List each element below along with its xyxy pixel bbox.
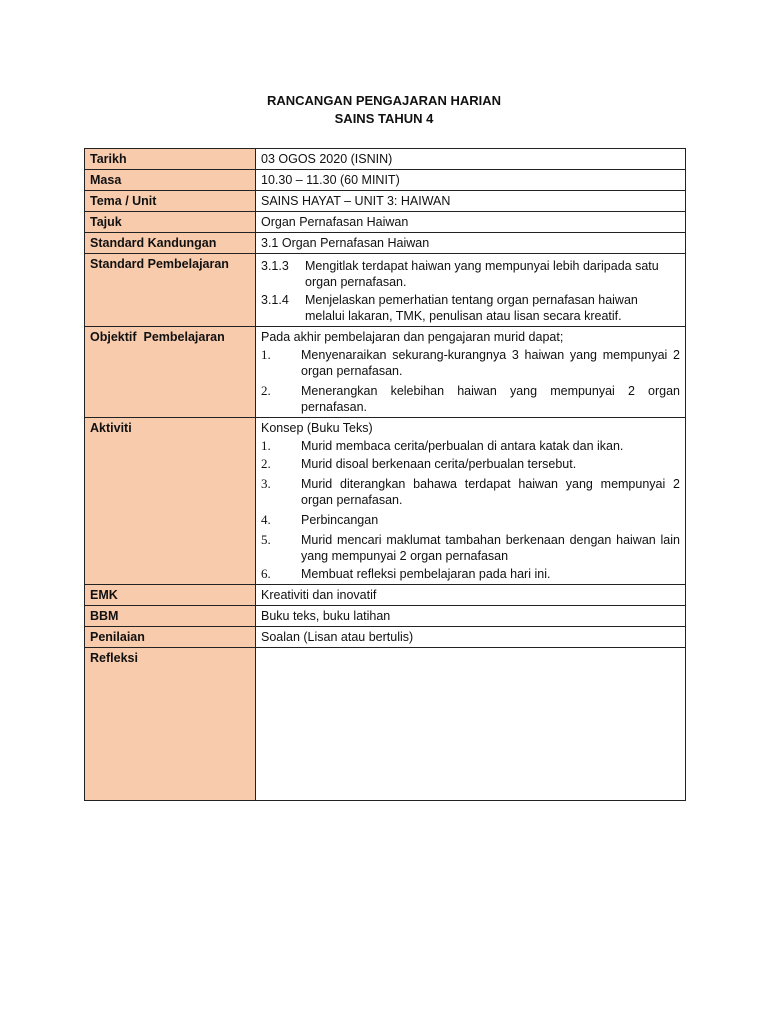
value-refleksi (256, 648, 686, 801)
lesson-plan-table (84, 148, 686, 801)
row-masa (85, 170, 686, 191)
value-tarikh: 03 OGOS 2020 (ISNIN) (256, 149, 686, 170)
row-emk (85, 585, 686, 606)
sp-item-text: Mengitlak terdapat haiwan yang mempunyai lebih daripada satu organ pernafasan. (305, 259, 659, 289)
aktiviti-item-text: Murid diterangkan bahawa terdapat haiwan yang mempunyai 2 organ pernafasan. (301, 477, 680, 507)
sp-item (261, 258, 680, 290)
aktiviti-item-text: Membuat refleksi pembelajaran pada hari ini. (301, 567, 551, 581)
value-emk: Kreativiti dan inovatif (256, 585, 686, 606)
sp-item (261, 292, 680, 324)
label-tarikh: Tarikh (85, 149, 256, 170)
objektif-item-text: Menerangkan kelebihan haiwan yang mempunyai 2 organ pernafasan. (301, 384, 680, 414)
aktiviti-item (261, 532, 680, 564)
row-refleksi (85, 648, 686, 801)
label-standard-kandungan: Standard Kandungan (85, 233, 256, 254)
title-line-1: RANCANGAN PENGAJARAN HARIAN (266, 93, 501, 108)
aktiviti-item (261, 476, 680, 508)
aktiviti-item-text: Perbincangan (301, 513, 379, 527)
label-emk: EMK (85, 585, 256, 606)
aktiviti-item-number: 5. (261, 532, 271, 547)
aktiviti-item-text: Murid mencari maklumat tambahan berkenaan dengan haiwan lain yang mempunyai 2 organ pernafasan (301, 533, 680, 563)
value-penilaian: Soalan (Lisan atau bertulis) (256, 627, 686, 648)
value-standard-kandungan: 3.1 Organ Pernafasan Haiwan (256, 233, 686, 254)
aktiviti-intro: Konsep (Buku Teks) (261, 421, 373, 435)
aktiviti-item (261, 438, 680, 454)
row-standard-pembelajaran (85, 254, 686, 327)
row-tarikh (85, 149, 686, 170)
row-tema (85, 191, 686, 212)
label-refleksi: Refleksi (85, 648, 256, 801)
aktiviti-item-number: 4. (261, 512, 271, 527)
row-aktiviti (85, 418, 686, 585)
aktiviti-item-number: 3. (261, 476, 271, 491)
value-objektif (256, 327, 686, 418)
aktiviti-item-text: Murid disoal berkenaan cerita/perbualan tersebut. (301, 457, 577, 471)
objektif-item-number: 2. (261, 383, 271, 398)
aktiviti-item-number: 1. (261, 438, 271, 453)
aktiviti-item-number: 6. (261, 566, 271, 581)
row-penilaian (85, 627, 686, 648)
label-tema: Tema / Unit (85, 191, 256, 212)
label-penilaian: Penilaian (85, 627, 256, 648)
value-tajuk: Organ Pernafasan Haiwan (256, 212, 686, 233)
row-tajuk (85, 212, 686, 233)
value-bbm: Buku teks, buku latihan (256, 606, 686, 627)
aktiviti-item-text: Murid membaca cerita/perbualan di antara katak dan ikan. (301, 439, 624, 453)
label-standard-pembelajaran: Standard Pembelajaran (85, 254, 256, 327)
objektif-item-number: 1. (261, 347, 271, 362)
label-masa: Masa (85, 170, 256, 191)
row-standard-kandungan (85, 233, 686, 254)
row-bbm (85, 606, 686, 627)
value-aktiviti (256, 418, 686, 585)
title-line-2: SAINS TAHUN 4 (334, 111, 434, 126)
sp-item-number: 3.1.3 (261, 259, 289, 273)
sp-item-text: Menjelaskan pemerhatian tentang organ pernafasan haiwan melalui lakaran, TMK, penulisan atau lisan secara kreatif. (305, 293, 638, 323)
objektif-item (261, 347, 680, 379)
document-title (0, 92, 768, 128)
label-objektif: Objektif Pembelajaran (85, 327, 256, 418)
value-masa: 10.30 – 11.30 (60 MINIT) (256, 170, 686, 191)
value-tema: SAINS HAYAT – UNIT 3: HAIWAN (256, 191, 686, 212)
aktiviti-item (261, 456, 680, 472)
row-objektif (85, 327, 686, 418)
aktiviti-item (261, 566, 680, 582)
objektif-item-text: Menyenaraikan sekurang-kurangnya 3 haiwan yang mempunyai 2 organ pernafasan. (301, 348, 680, 378)
label-bbm: BBM (85, 606, 256, 627)
sp-item-number: 3.1.4 (261, 293, 289, 307)
aktiviti-item (261, 512, 680, 528)
aktiviti-item-number: 2. (261, 456, 271, 471)
objektif-item (261, 383, 680, 415)
value-standard-pembelajaran (256, 254, 686, 327)
label-aktiviti: Aktiviti (85, 418, 256, 585)
label-tajuk: Tajuk (85, 212, 256, 233)
objektif-intro: Pada akhir pembelajaran dan pengajaran murid dapat; (261, 330, 564, 344)
